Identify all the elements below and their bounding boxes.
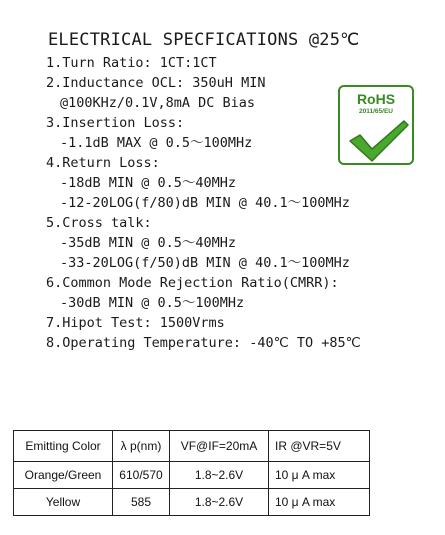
spec-line: @100KHz/0.1V,8mA DC Bias [60,95,256,111]
spec-line: 8.Operating Temperature: -40℃ TO +85℃ [46,335,361,351]
header-forward-voltage: VF@IF=20mA [170,431,269,462]
header-wavelength: λ p(nm) [113,431,170,462]
spec-line: 1.Turn Ratio: 1CT:1CT [46,55,217,71]
cell-reverse-current: 10 μ A max [269,462,370,489]
cell-emitting-color: Orange/Green [14,462,113,489]
spec-line: -35dB MIN @ 0.5～40MHz [60,235,237,251]
spec-line: -1.1dB MAX @ 0.5～100MHz [60,135,253,151]
led-spec-table [13,430,370,516]
cell-wavelength: 610/570 [113,462,170,489]
cell-emitting-color: Yellow [14,489,113,516]
checkmark-icon [346,117,410,163]
cell-reverse-current: 10 μ A max [269,489,370,516]
spec-line: -30dB MIN @ 0.5～100MHz [60,295,245,311]
spec-line: 2.Inductance OCL: 350uH MIN [46,75,266,91]
rohs-badge [338,85,414,165]
table-row [14,462,370,489]
cell-wavelength: 585 [113,489,170,516]
spec-line: 6.Common Mode Rejection Ratio(CMRR): [46,275,339,291]
rohs-directive: 2011/65/EU [359,108,393,115]
table-header-row [14,431,370,462]
header-emitting-color: Emitting Color [14,431,113,462]
table-row [14,489,370,516]
cell-forward-voltage: 1.8~2.6V [170,489,269,516]
header-reverse-current: IR @VR=5V [269,431,370,462]
rohs-title: RoHS [356,91,396,107]
spec-line: 3.Insertion Loss: [46,115,185,131]
spec-line: 7.Hipot Test: 1500Vrms [46,315,225,331]
spec-line: 5.Cross talk: [46,215,152,231]
spec-line: -33-20LOG(f/50)dB MIN @ 40.1～100MHz [60,255,350,271]
spec-line: 4.Return Loss: [46,155,160,171]
spec-line: -12-20LOG(f/80)dB MIN @ 40.1～100MHz [60,195,350,211]
cell-forward-voltage: 1.8~2.6V [170,462,269,489]
spec-title: ELECTRICAL SPECFICATIONS @25℃ [48,30,360,50]
spec-line: -18dB MIN @ 0.5～40MHz [60,175,237,191]
